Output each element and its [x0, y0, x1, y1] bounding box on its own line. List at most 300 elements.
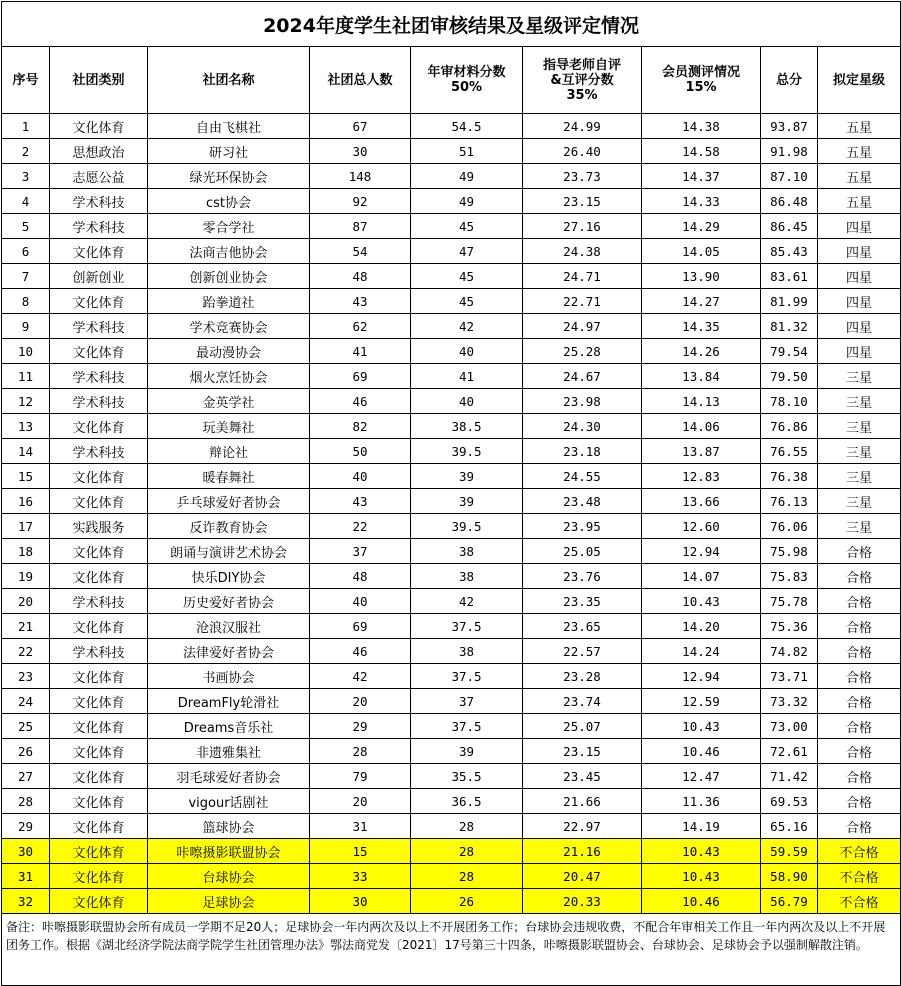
- cell-survey-score[interactable]: 14.38: [642, 114, 761, 139]
- cell-members[interactable]: 82: [310, 414, 411, 439]
- cell-index[interactable]: 18: [2, 539, 50, 564]
- cell-advisor-score[interactable]: 24.67: [523, 364, 642, 389]
- cell-index[interactable]: 2: [2, 139, 50, 164]
- cell-rating[interactable]: 合格: [818, 614, 901, 639]
- cell-survey-score[interactable]: 14.29: [642, 214, 761, 239]
- cell-total[interactable]: 73.32: [761, 689, 818, 714]
- cell-rating[interactable]: 合格: [818, 539, 901, 564]
- cell-review-score[interactable]: 38.5: [411, 414, 523, 439]
- cell-total[interactable]: 56.79: [761, 889, 818, 914]
- cell-rating[interactable]: 合格: [818, 639, 901, 664]
- cell-advisor-score[interactable]: 22.97: [523, 814, 642, 839]
- cell-rating[interactable]: 合格: [818, 589, 901, 614]
- cell-total[interactable]: 72.61: [761, 739, 818, 764]
- cell-rating[interactable]: 合格: [818, 664, 901, 689]
- cell-advisor-score[interactable]: 27.16: [523, 214, 642, 239]
- cell-review-score[interactable]: 37.5: [411, 614, 523, 639]
- cell-club-name[interactable]: 金英学社: [148, 389, 310, 414]
- header-name[interactable]: 社团名称: [148, 47, 310, 114]
- cell-advisor-score[interactable]: 22.57: [523, 639, 642, 664]
- cell-survey-score[interactable]: 14.06: [642, 414, 761, 439]
- cell-club-name[interactable]: DreamFly轮滑社: [148, 689, 310, 714]
- cell-index[interactable]: 32: [2, 889, 50, 914]
- cell-category[interactable]: 文化体育: [50, 689, 148, 714]
- cell-members[interactable]: 15: [310, 839, 411, 864]
- cell-advisor-score[interactable]: 23.18: [523, 439, 642, 464]
- cell-survey-score[interactable]: 13.87: [642, 439, 761, 464]
- cell-survey-score[interactable]: 10.43: [642, 864, 761, 889]
- cell-survey-score[interactable]: 14.37: [642, 164, 761, 189]
- cell-category[interactable]: 学术科技: [50, 639, 148, 664]
- cell-club-name[interactable]: 台球协会: [148, 864, 310, 889]
- cell-club-name[interactable]: 乒乓球爱好者协会: [148, 489, 310, 514]
- cell-total[interactable]: 86.48: [761, 189, 818, 214]
- cell-review-score[interactable]: 37.5: [411, 664, 523, 689]
- cell-survey-score[interactable]: 14.13: [642, 389, 761, 414]
- cell-club-name[interactable]: 玩美舞社: [148, 414, 310, 439]
- cell-club-name[interactable]: 非遗雅集社: [148, 739, 310, 764]
- cell-survey-score[interactable]: 10.46: [642, 889, 761, 914]
- cell-members[interactable]: 54: [310, 239, 411, 264]
- cell-review-score[interactable]: 38: [411, 564, 523, 589]
- cell-total[interactable]: 73.00: [761, 714, 818, 739]
- cell-advisor-score[interactable]: 25.28: [523, 339, 642, 364]
- cell-index[interactable]: 10: [2, 339, 50, 364]
- cell-advisor-score[interactable]: 23.76: [523, 564, 642, 589]
- cell-rating[interactable]: 三星: [818, 514, 901, 539]
- cell-category[interactable]: 文化体育: [50, 564, 148, 589]
- cell-members[interactable]: 40: [310, 464, 411, 489]
- cell-rating[interactable]: 合格: [818, 714, 901, 739]
- header-survey-score[interactable]: [642, 47, 761, 114]
- cell-review-score[interactable]: 51: [411, 139, 523, 164]
- cell-advisor-score[interactable]: 23.65: [523, 614, 642, 639]
- cell-category[interactable]: 学术科技: [50, 589, 148, 614]
- cell-category[interactable]: 文化体育: [50, 289, 148, 314]
- cell-rating[interactable]: 四星: [818, 214, 901, 239]
- cell-survey-score[interactable]: 12.83: [642, 464, 761, 489]
- cell-index[interactable]: 19: [2, 564, 50, 589]
- cell-survey-score[interactable]: 13.66: [642, 489, 761, 514]
- cell-club-name[interactable]: 沧浪汉服社: [148, 614, 310, 639]
- cell-club-name[interactable]: 绿光环保协会: [148, 164, 310, 189]
- cell-index[interactable]: 30: [2, 839, 50, 864]
- cell-survey-score[interactable]: 12.47: [642, 764, 761, 789]
- cell-category[interactable]: 创新创业: [50, 264, 148, 289]
- header-index[interactable]: 序号: [2, 47, 50, 114]
- cell-advisor-score[interactable]: 23.35: [523, 589, 642, 614]
- cell-category[interactable]: 文化体育: [50, 889, 148, 914]
- cell-category[interactable]: 学术科技: [50, 439, 148, 464]
- cell-rating[interactable]: 五星: [818, 139, 901, 164]
- cell-rating[interactable]: 四星: [818, 339, 901, 364]
- cell-survey-score[interactable]: 14.58: [642, 139, 761, 164]
- cell-survey-score[interactable]: 12.94: [642, 664, 761, 689]
- cell-members[interactable]: 37: [310, 539, 411, 564]
- cell-members[interactable]: 20: [310, 689, 411, 714]
- cell-index[interactable]: 15: [2, 464, 50, 489]
- cell-index[interactable]: 27: [2, 764, 50, 789]
- cell-survey-score[interactable]: 10.43: [642, 714, 761, 739]
- cell-total[interactable]: 76.38: [761, 464, 818, 489]
- cell-rating[interactable]: 合格: [818, 739, 901, 764]
- cell-review-score[interactable]: 36.5: [411, 789, 523, 814]
- table-title[interactable]: 2024年度学生社团审核结果及星级评定情况: [2, 2, 901, 47]
- cell-club-name[interactable]: 辩论社: [148, 439, 310, 464]
- cell-index[interactable]: 21: [2, 614, 50, 639]
- cell-club-name[interactable]: 朗诵与演讲艺术协会: [148, 539, 310, 564]
- cell-survey-score[interactable]: 14.26: [642, 339, 761, 364]
- cell-total[interactable]: 93.87: [761, 114, 818, 139]
- cell-club-name[interactable]: 法律爱好者协会: [148, 639, 310, 664]
- cell-category[interactable]: 志愿公益: [50, 164, 148, 189]
- cell-rating[interactable]: 五星: [818, 164, 901, 189]
- cell-advisor-score[interactable]: 22.71: [523, 289, 642, 314]
- cell-rating[interactable]: 三星: [818, 489, 901, 514]
- cell-members[interactable]: 148: [310, 164, 411, 189]
- cell-members[interactable]: 42: [310, 664, 411, 689]
- cell-advisor-score[interactable]: 23.15: [523, 739, 642, 764]
- cell-category[interactable]: 文化体育: [50, 464, 148, 489]
- cell-total[interactable]: 75.83: [761, 564, 818, 589]
- cell-club-name[interactable]: 书画协会: [148, 664, 310, 689]
- cell-review-score[interactable]: 41: [411, 364, 523, 389]
- cell-rating[interactable]: 合格: [818, 764, 901, 789]
- cell-survey-score[interactable]: 13.90: [642, 264, 761, 289]
- header-total[interactable]: 总分: [761, 47, 818, 114]
- header-members[interactable]: 社团总人数: [310, 47, 411, 114]
- cell-survey-score[interactable]: 10.43: [642, 839, 761, 864]
- cell-index[interactable]: 28: [2, 789, 50, 814]
- cell-category[interactable]: 文化体育: [50, 539, 148, 564]
- cell-review-score[interactable]: 49: [411, 189, 523, 214]
- cell-survey-score[interactable]: 11.36: [642, 789, 761, 814]
- cell-members[interactable]: 43: [310, 289, 411, 314]
- cell-advisor-score[interactable]: 21.16: [523, 839, 642, 864]
- cell-rating[interactable]: 不合格: [818, 839, 901, 864]
- cell-index[interactable]: 11: [2, 364, 50, 389]
- cell-category[interactable]: 文化体育: [50, 614, 148, 639]
- cell-total[interactable]: 91.98: [761, 139, 818, 164]
- cell-index[interactable]: 6: [2, 239, 50, 264]
- cell-review-score[interactable]: 42: [411, 589, 523, 614]
- cell-members[interactable]: 29: [310, 714, 411, 739]
- cell-club-name[interactable]: 羽毛球爱好者协会: [148, 764, 310, 789]
- cell-rating[interactable]: 四星: [818, 264, 901, 289]
- cell-review-score[interactable]: 42: [411, 314, 523, 339]
- cell-survey-score[interactable]: 12.59: [642, 689, 761, 714]
- cell-advisor-score[interactable]: 23.74: [523, 689, 642, 714]
- cell-category[interactable]: 文化体育: [50, 339, 148, 364]
- cell-advisor-score[interactable]: 24.30: [523, 414, 642, 439]
- cell-index[interactable]: 3: [2, 164, 50, 189]
- cell-members[interactable]: 50: [310, 439, 411, 464]
- cell-members[interactable]: 41: [310, 339, 411, 364]
- cell-review-score[interactable]: 39: [411, 489, 523, 514]
- cell-review-score[interactable]: 49: [411, 164, 523, 189]
- cell-category[interactable]: 文化体育: [50, 739, 148, 764]
- cell-survey-score[interactable]: 14.35: [642, 314, 761, 339]
- cell-club-name[interactable]: 足球协会: [148, 889, 310, 914]
- cell-rating[interactable]: 合格: [818, 564, 901, 589]
- cell-total[interactable]: 81.99: [761, 289, 818, 314]
- cell-review-score[interactable]: 39: [411, 464, 523, 489]
- cell-review-score[interactable]: 37.5: [411, 714, 523, 739]
- cell-advisor-score[interactable]: 24.99: [523, 114, 642, 139]
- cell-members[interactable]: 48: [310, 264, 411, 289]
- cell-rating[interactable]: 合格: [818, 814, 901, 839]
- cell-total[interactable]: 71.42: [761, 764, 818, 789]
- cell-rating[interactable]: 五星: [818, 114, 901, 139]
- cell-members[interactable]: 46: [310, 639, 411, 664]
- cell-category[interactable]: 文化体育: [50, 864, 148, 889]
- cell-members[interactable]: 46: [310, 389, 411, 414]
- cell-advisor-score[interactable]: 23.48: [523, 489, 642, 514]
- cell-total[interactable]: 76.55: [761, 439, 818, 464]
- cell-survey-score[interactable]: 10.46: [642, 739, 761, 764]
- cell-club-name[interactable]: 学术竞赛协会: [148, 314, 310, 339]
- cell-rating[interactable]: 四星: [818, 289, 901, 314]
- cell-total[interactable]: 76.06: [761, 514, 818, 539]
- cell-index[interactable]: 13: [2, 414, 50, 439]
- cell-index[interactable]: 23: [2, 664, 50, 689]
- cell-rating[interactable]: 不合格: [818, 864, 901, 889]
- cell-total[interactable]: 73.71: [761, 664, 818, 689]
- cell-index[interactable]: 7: [2, 264, 50, 289]
- cell-category[interactable]: 文化体育: [50, 664, 148, 689]
- cell-review-score[interactable]: 45: [411, 264, 523, 289]
- cell-index[interactable]: 4: [2, 189, 50, 214]
- cell-category[interactable]: 文化体育: [50, 489, 148, 514]
- cell-total[interactable]: 79.54: [761, 339, 818, 364]
- header-category[interactable]: 社团类别: [50, 47, 148, 114]
- cell-club-name[interactable]: Dreams音乐社: [148, 714, 310, 739]
- cell-members[interactable]: 92: [310, 189, 411, 214]
- cell-members[interactable]: 30: [310, 889, 411, 914]
- cell-advisor-score[interactable]: 21.66: [523, 789, 642, 814]
- cell-total[interactable]: 81.32: [761, 314, 818, 339]
- header-advisor-label: 指导老师自评: [542, 57, 621, 73]
- cell-index[interactable]: 29: [2, 814, 50, 839]
- cell-club-name[interactable]: 反诈教育协会: [148, 514, 310, 539]
- cell-club-name[interactable]: vigour话剧社: [148, 789, 310, 814]
- cell-category[interactable]: 文化体育: [50, 839, 148, 864]
- cell-index[interactable]: 20: [2, 589, 50, 614]
- cell-survey-score[interactable]: 14.27: [642, 289, 761, 314]
- cell-index[interactable]: 24: [2, 689, 50, 714]
- cell-total[interactable]: 74.82: [761, 639, 818, 664]
- cell-index[interactable]: 17: [2, 514, 50, 539]
- cell-index[interactable]: 14: [2, 439, 50, 464]
- cell-category[interactable]: 实践服务: [50, 514, 148, 539]
- cell-advisor-score[interactable]: 23.45: [523, 764, 642, 789]
- cell-club-name[interactable]: 咔嚓摄影联盟协会: [148, 839, 310, 864]
- cell-rating[interactable]: 三星: [818, 389, 901, 414]
- cell-review-score[interactable]: 28: [411, 864, 523, 889]
- cell-survey-score[interactable]: 14.05: [642, 239, 761, 264]
- cell-total[interactable]: 76.13: [761, 489, 818, 514]
- cell-total[interactable]: 87.10: [761, 164, 818, 189]
- cell-rating[interactable]: 五星: [818, 189, 901, 214]
- header-rating[interactable]: 拟定星级: [818, 47, 901, 114]
- cell-total[interactable]: 83.61: [761, 264, 818, 289]
- cell-review-score[interactable]: 47: [411, 239, 523, 264]
- cell-review-score[interactable]: 38: [411, 539, 523, 564]
- cell-members[interactable]: 62: [310, 314, 411, 339]
- cell-review-score[interactable]: 28: [411, 814, 523, 839]
- cell-category[interactable]: 学术科技: [50, 314, 148, 339]
- cell-members[interactable]: 87: [310, 214, 411, 239]
- cell-total[interactable]: 75.78: [761, 589, 818, 614]
- cell-club-name[interactable]: 自由飞棋社: [148, 114, 310, 139]
- cell-advisor-score[interactable]: 24.55: [523, 464, 642, 489]
- cell-members[interactable]: 79: [310, 764, 411, 789]
- cell-advisor-score[interactable]: 24.71: [523, 264, 642, 289]
- cell-review-score[interactable]: 38: [411, 639, 523, 664]
- cell-survey-score[interactable]: 10.43: [642, 589, 761, 614]
- cell-survey-score[interactable]: 14.24: [642, 639, 761, 664]
- cell-members[interactable]: 43: [310, 489, 411, 514]
- cell-rating[interactable]: 四星: [818, 314, 901, 339]
- cell-review-score[interactable]: 35.5: [411, 764, 523, 789]
- cell-members[interactable]: 33: [310, 864, 411, 889]
- cell-rating[interactable]: 三星: [818, 414, 901, 439]
- cell-category[interactable]: 学术科技: [50, 189, 148, 214]
- cell-members[interactable]: 31: [310, 814, 411, 839]
- cell-advisor-score[interactable]: 26.40: [523, 139, 642, 164]
- cell-rating[interactable]: 三星: [818, 439, 901, 464]
- cell-category[interactable]: 文化体育: [50, 414, 148, 439]
- cell-total[interactable]: 59.59: [761, 839, 818, 864]
- cell-members[interactable]: 67: [310, 114, 411, 139]
- cell-category[interactable]: 思想政治: [50, 139, 148, 164]
- cell-survey-score[interactable]: 14.19: [642, 814, 761, 839]
- cell-total[interactable]: 78.10: [761, 389, 818, 414]
- cell-total[interactable]: 75.98: [761, 539, 818, 564]
- cell-category[interactable]: 文化体育: [50, 789, 148, 814]
- cell-club-name[interactable]: 研习社: [148, 139, 310, 164]
- cell-members[interactable]: 22: [310, 514, 411, 539]
- cell-index[interactable]: 25: [2, 714, 50, 739]
- cell-index[interactable]: 9: [2, 314, 50, 339]
- cell-total[interactable]: 58.90: [761, 864, 818, 889]
- cell-review-score[interactable]: 45: [411, 289, 523, 314]
- cell-review-score[interactable]: 40: [411, 389, 523, 414]
- cell-rating[interactable]: 合格: [818, 689, 901, 714]
- cell-total[interactable]: 85.43: [761, 239, 818, 264]
- cell-club-name[interactable]: 跆拳道社: [148, 289, 310, 314]
- cell-category[interactable]: 文化体育: [50, 239, 148, 264]
- cell-review-score[interactable]: 26: [411, 889, 523, 914]
- cell-members[interactable]: 30: [310, 139, 411, 164]
- header-advisor-score[interactable]: [523, 47, 642, 114]
- cell-club-name[interactable]: 创新创业协会: [148, 264, 310, 289]
- cell-advisor-score[interactable]: 20.47: [523, 864, 642, 889]
- cell-total[interactable]: 69.53: [761, 789, 818, 814]
- cell-survey-score[interactable]: 14.07: [642, 564, 761, 589]
- cell-category[interactable]: 学术科技: [50, 214, 148, 239]
- cell-index[interactable]: 22: [2, 639, 50, 664]
- cell-review-score[interactable]: 54.5: [411, 114, 523, 139]
- cell-members[interactable]: 28: [310, 739, 411, 764]
- cell-club-name[interactable]: cst协会: [148, 189, 310, 214]
- cell-club-name[interactable]: 零合学社: [148, 214, 310, 239]
- cell-survey-score[interactable]: 13.84: [642, 364, 761, 389]
- cell-club-name[interactable]: 烟火烹饪协会: [148, 364, 310, 389]
- cell-category[interactable]: 文化体育: [50, 114, 148, 139]
- cell-index[interactable]: 26: [2, 739, 50, 764]
- cell-club-name[interactable]: 快乐DIY协会: [148, 564, 310, 589]
- cell-survey-score[interactable]: 14.33: [642, 189, 761, 214]
- cell-advisor-score[interactable]: 25.05: [523, 539, 642, 564]
- cell-index[interactable]: 16: [2, 489, 50, 514]
- cell-category[interactable]: 文化体育: [50, 814, 148, 839]
- cell-rating[interactable]: 不合格: [818, 889, 901, 914]
- cell-review-score[interactable]: 39.5: [411, 514, 523, 539]
- cell-index[interactable]: 8: [2, 289, 50, 314]
- cell-category[interactable]: 文化体育: [50, 714, 148, 739]
- cell-advisor-score[interactable]: 24.97: [523, 314, 642, 339]
- cell-advisor-score[interactable]: 24.38: [523, 239, 642, 264]
- cell-survey-score[interactable]: 12.94: [642, 539, 761, 564]
- cell-rating[interactable]: 三星: [818, 464, 901, 489]
- cell-members[interactable]: 69: [310, 364, 411, 389]
- cell-club-name[interactable]: 篮球协会: [148, 814, 310, 839]
- cell-advisor-score[interactable]: 23.15: [523, 189, 642, 214]
- cell-advisor-score[interactable]: 23.73: [523, 164, 642, 189]
- cell-index[interactable]: 31: [2, 864, 50, 889]
- cell-total[interactable]: 65.16: [761, 814, 818, 839]
- cell-survey-score[interactable]: 12.60: [642, 514, 761, 539]
- cell-club-name[interactable]: 暖春舞社: [148, 464, 310, 489]
- cell-review-score[interactable]: 40: [411, 339, 523, 364]
- cell-index[interactable]: 1: [2, 114, 50, 139]
- cell-total[interactable]: 76.86: [761, 414, 818, 439]
- cell-members[interactable]: 48: [310, 564, 411, 589]
- cell-review-score[interactable]: 28: [411, 839, 523, 864]
- cell-rating[interactable]: 四星: [818, 239, 901, 264]
- cell-members[interactable]: 20: [310, 789, 411, 814]
- cell-review-score[interactable]: 45: [411, 214, 523, 239]
- cell-club-name[interactable]: 最动漫协会: [148, 339, 310, 364]
- cell-category[interactable]: 文化体育: [50, 764, 148, 789]
- cell-club-name[interactable]: 法商吉他协会: [148, 239, 310, 264]
- cell-advisor-score[interactable]: 20.33: [523, 889, 642, 914]
- cell-survey-score[interactable]: 14.20: [642, 614, 761, 639]
- cell-advisor-score[interactable]: 23.28: [523, 664, 642, 689]
- cell-club-name[interactable]: 历史爱好者协会: [148, 589, 310, 614]
- cell-index[interactable]: 5: [2, 214, 50, 239]
- cell-total[interactable]: 86.45: [761, 214, 818, 239]
- cell-review-score[interactable]: 39: [411, 739, 523, 764]
- cell-rating[interactable]: 合格: [818, 789, 901, 814]
- footnote[interactable]: 备注：咔嚓摄影联盟协会所有成员一学期不足20人；足球协会一年内两次及以上不开展团务工作；台球协会违规收费，不配合年审相关工作且一年内两次及以上不开展团务工作。根据《湖北经济学院法商学院学生社团管理办法》鄂法商党发〔2021〕17号第三十四条，咔嚓摄影联盟协会、台球协会、足球协会予以强制解散注销。: [2, 914, 901, 986]
- cell-advisor-score[interactable]: 25.07: [523, 714, 642, 739]
- cell-advisor-score[interactable]: 23.95: [523, 514, 642, 539]
- header-review-score[interactable]: [411, 47, 523, 114]
- cell-advisor-score[interactable]: 23.98: [523, 389, 642, 414]
- cell-category[interactable]: 学术科技: [50, 364, 148, 389]
- cell-total[interactable]: 79.50: [761, 364, 818, 389]
- cell-review-score[interactable]: 37: [411, 689, 523, 714]
- cell-rating[interactable]: 三星: [818, 364, 901, 389]
- cell-category[interactable]: 学术科技: [50, 389, 148, 414]
- cell-total[interactable]: 75.36: [761, 614, 818, 639]
- cell-members[interactable]: 40: [310, 589, 411, 614]
- cell-review-score[interactable]: 39.5: [411, 439, 523, 464]
- cell-index[interactable]: 12: [2, 389, 50, 414]
- cell-members[interactable]: 69: [310, 614, 411, 639]
